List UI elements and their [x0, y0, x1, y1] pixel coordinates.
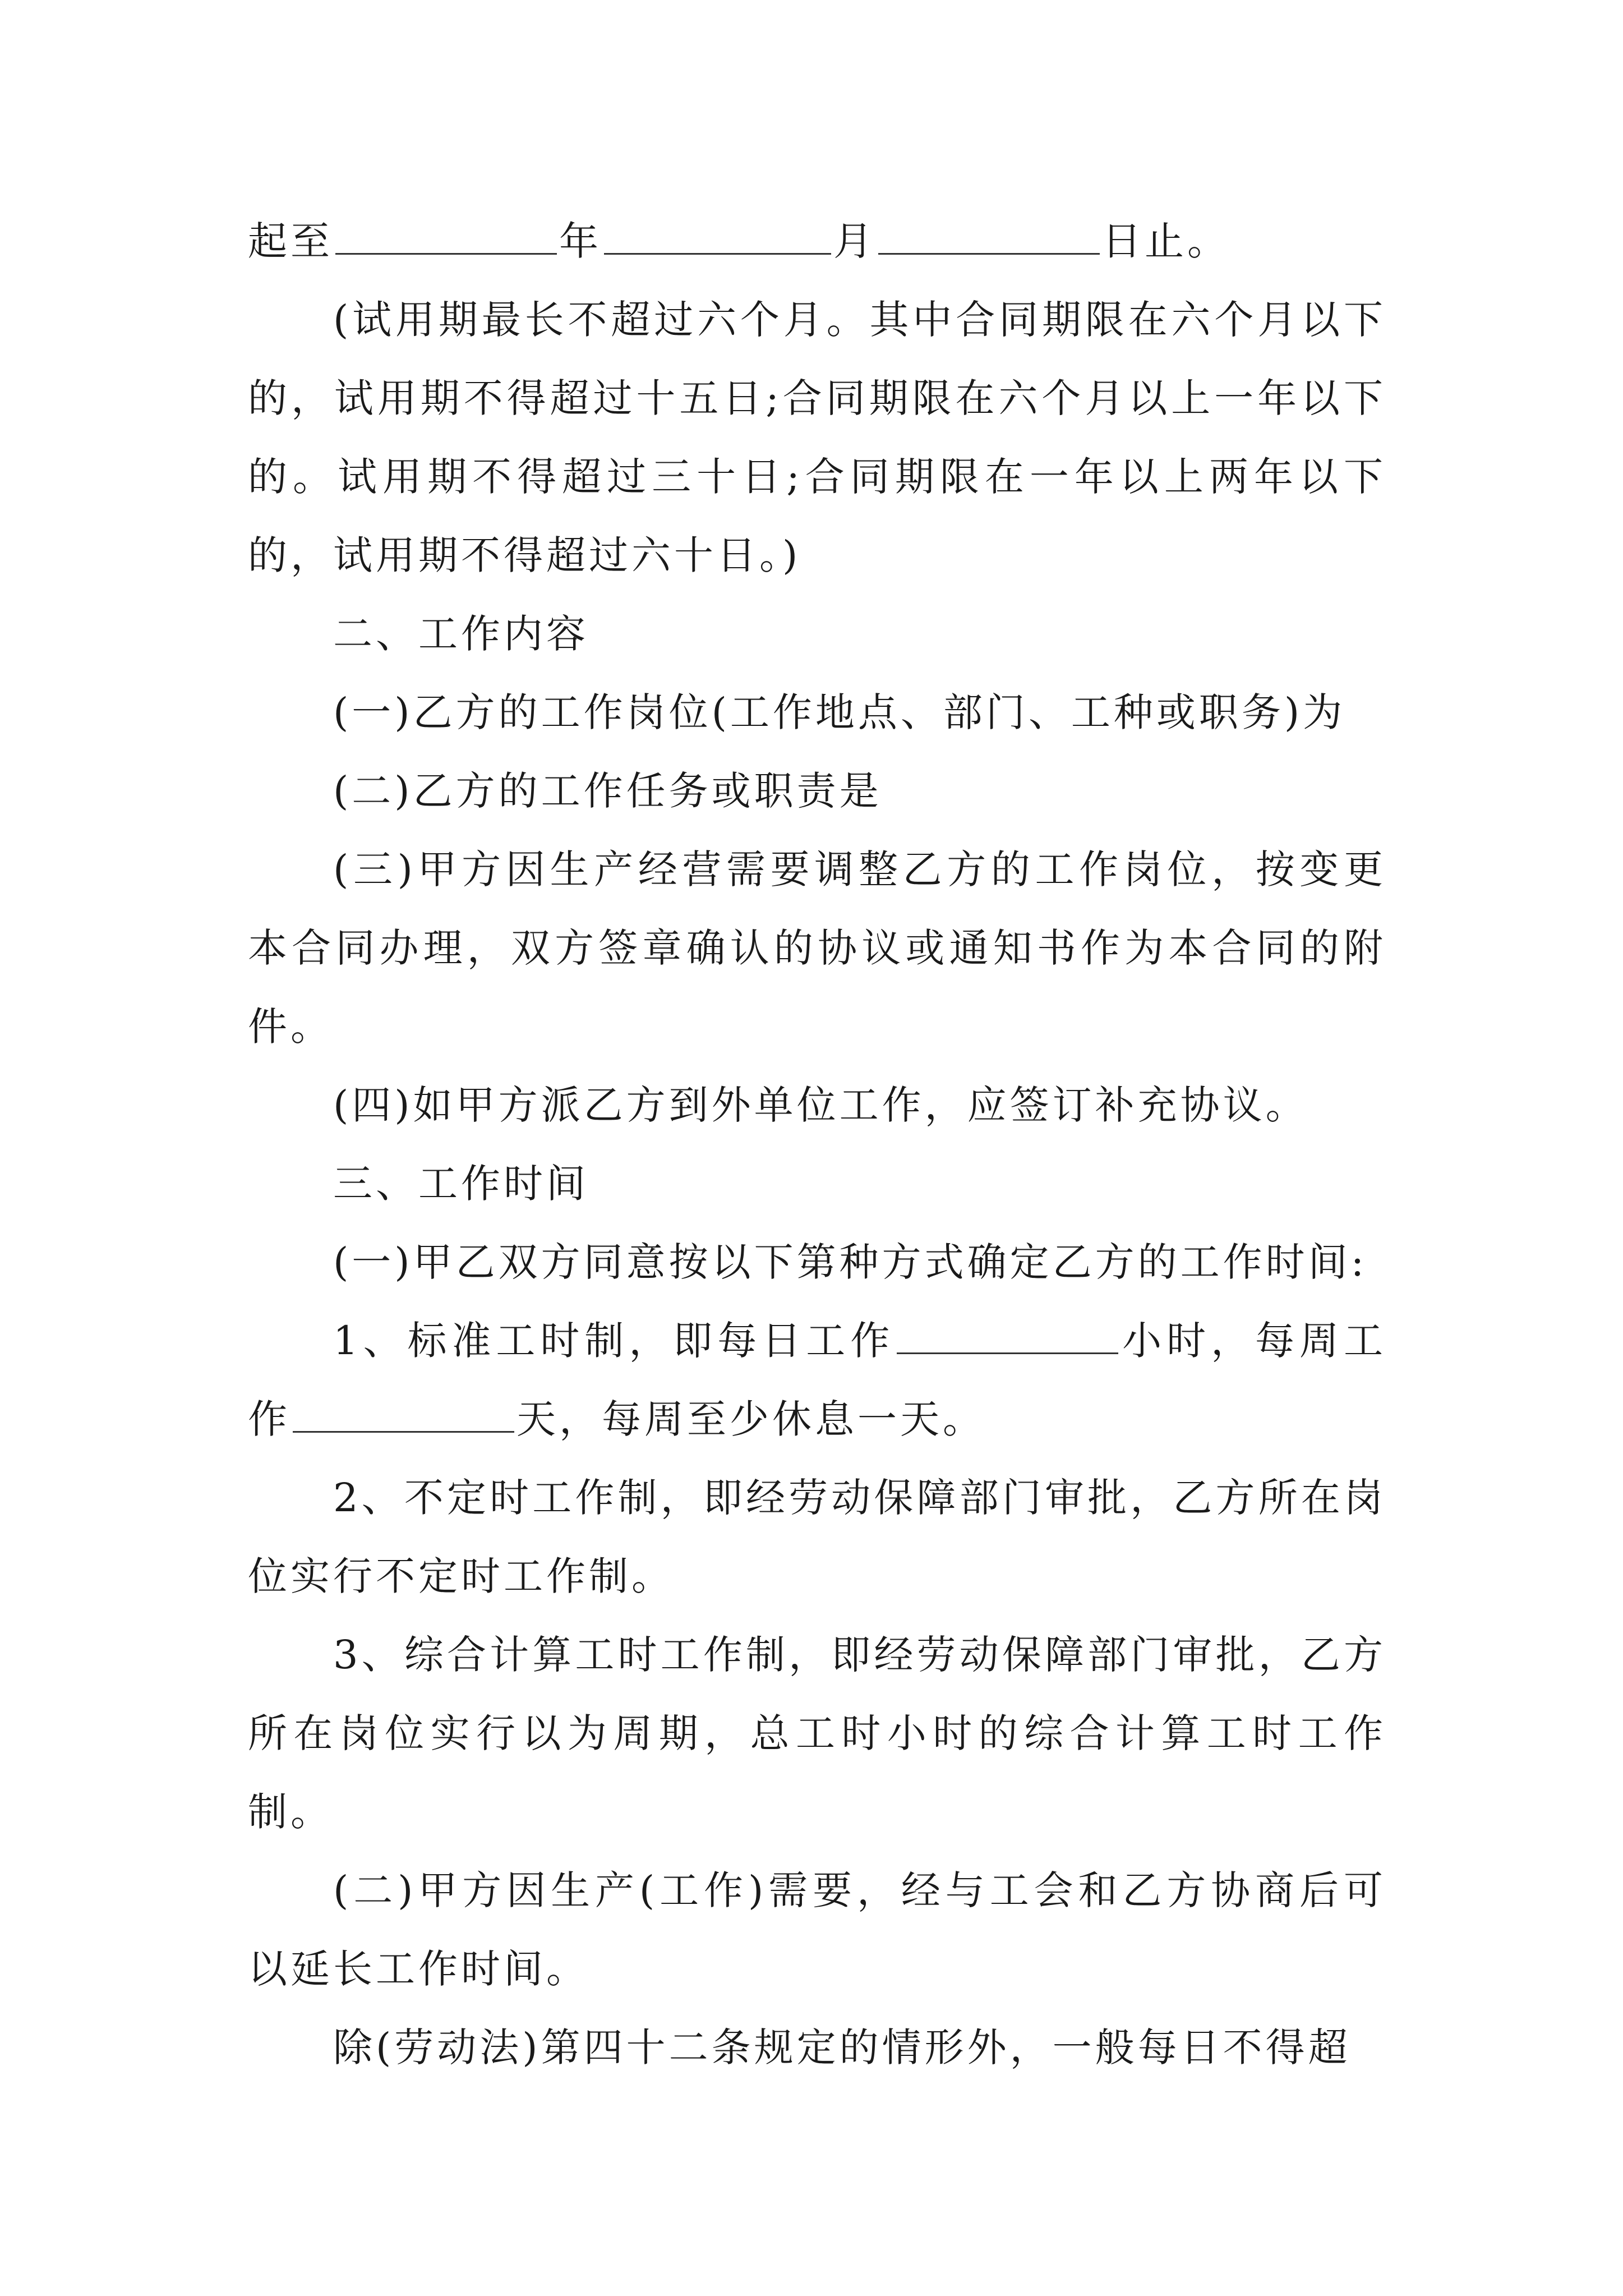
work-content-item-2: (二)乙方的工作任务或职责是: [333, 768, 882, 814]
hours-per-week-text: 小时，每周工作: [248, 1318, 1386, 1442]
month-label: 月: [833, 218, 876, 264]
section-heading-work-time: 三、工作时间: [333, 1161, 589, 1207]
day-blank: [878, 252, 1100, 255]
days-per-week-blank: [293, 1430, 514, 1433]
section-heading-work-content: 二、工作内容: [333, 611, 589, 657]
work-content-item-1: (一)乙方的工作岗位(工作地点、部门、工种或职务)为: [333, 689, 1346, 735]
date-start-text: 起至: [248, 218, 333, 264]
overtime-clause: (二)甲方因生产(工作)需要，经与工会和乙方协商后可以延长工作时间。: [248, 1867, 1386, 1992]
standard-hours-text: 1、标准工时制，即每日工作: [333, 1318, 895, 1364]
hours-per-day-blank: [897, 1352, 1118, 1354]
work-content-item-3: (三)甲方因生产经营需要调整乙方的工作岗位，按变更本合同办理，双方签章确认的协议或通知书作为本合同的附件。: [248, 846, 1386, 1050]
date-range-line: [248, 202, 1386, 280]
year-label: 年: [559, 218, 602, 264]
rest-day-text: 天，每周至少休息一天。: [517, 1396, 985, 1442]
month-blank: [604, 252, 831, 255]
work-time-flexible: 2、不定时工作制，即经劳动保障部门审批，乙方所在岗位实行不定时工作制。: [248, 1475, 1386, 1599]
work-time-intro: (一)甲乙双方同意按以下第种方式确定乙方的工作时间:: [333, 1239, 1368, 1285]
work-time-comprehensive: 3、综合计算工时工作制，即经劳动保障部门审批，乙方所在岗位实行以为周期，总工时小时的综合计算工时工作制。: [248, 1632, 1386, 1835]
work-content-item-4: (四)如甲方派乙方到外单位工作，应签订补充协议。: [333, 1082, 1308, 1128]
document-body: [248, 202, 1386, 2087]
day-end-label: 日止。: [1102, 218, 1230, 264]
year-blank: [335, 252, 557, 255]
labor-law-clause: 除(劳动法)第四十二条规定的情形外，一般每日不得超: [333, 2024, 1351, 2070]
probation-note: (试用期最长不超过六个月。其中合同期限在六个月以下的，试用期不得超过十五日;合同期限在六个月以上一年以下的。试用期不得超过三十日;合同期限在一年以上两年以下的，试用期不得超过六十日。): [248, 297, 1386, 578]
work-time-standard: [248, 1301, 1386, 1458]
